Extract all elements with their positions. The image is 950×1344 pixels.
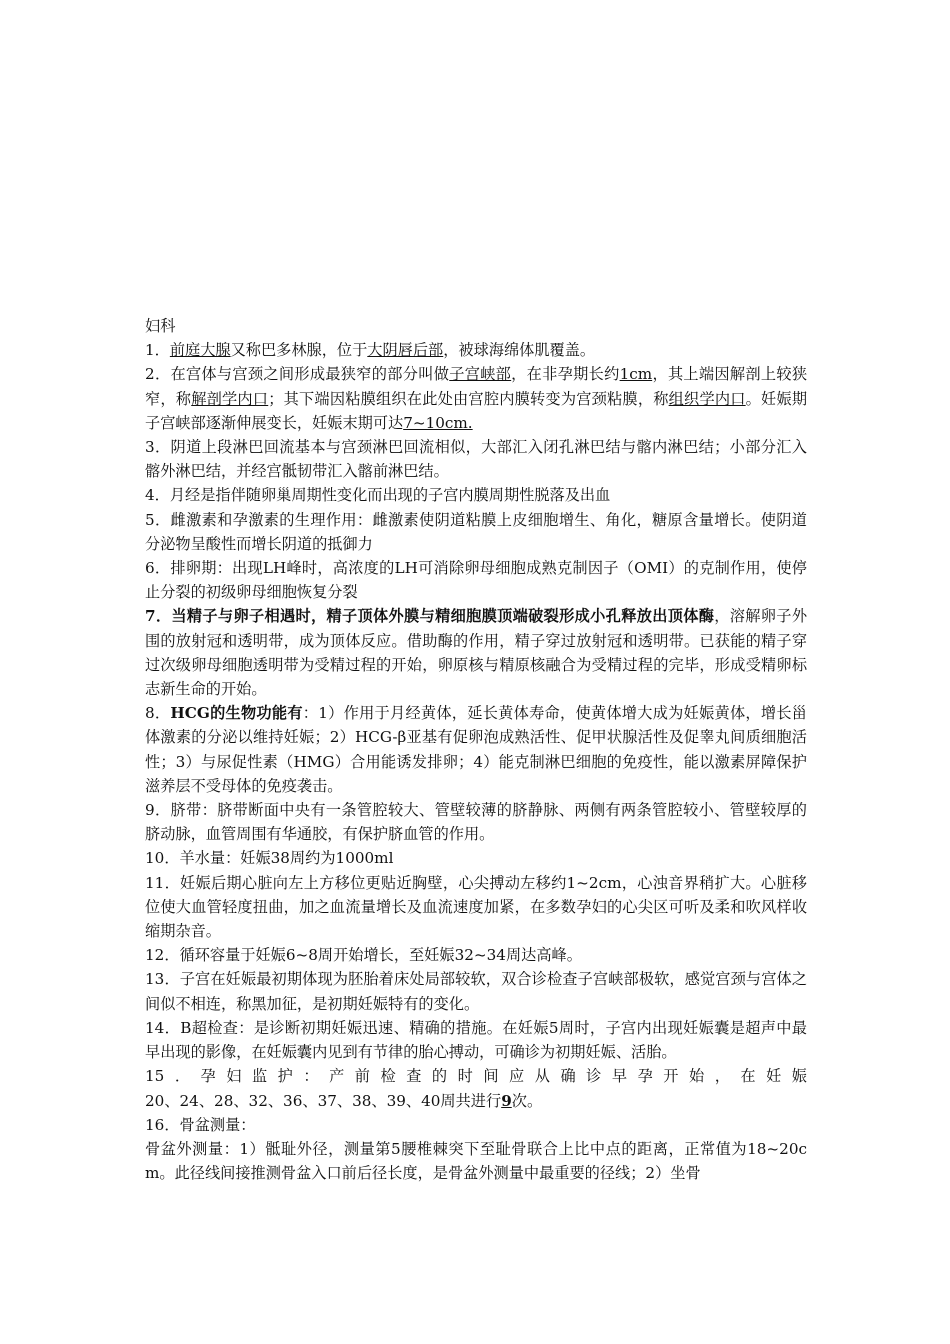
- paragraph-1: [145, 338, 807, 362]
- paragraph-10: 10．羊水量：妊娠38周约为1000ml: [145, 849, 394, 868]
- paragraph-text: 。妊娠期子宫峡部逐渐伸展变长，妊娠末期可达: [145, 389, 808, 432]
- paragraph-12: 12．循环容量于妊娠6~8周开始增长，至妊娠32~34周达高峰。: [145, 946, 582, 965]
- item-number: 1．: [145, 341, 170, 360]
- heading-text: 妇科: [145, 317, 176, 335]
- paragraph-text: ：1）作用于月经黄体，延长黄体寿命，使黄体增大成为妊娠黄体，增长甾体激素的分泌以维持妊娠；2）HCG-β亚基有促卵泡成熟活性、促甲状腺活性及促睾丸间质细胞活性；3）与尿促性素（HMG）合用能诱发排卵；4）能克制淋巴细胞的免疫性，能以激素屏障保护滋养层不受母体的免疫袭击。: [145, 704, 807, 795]
- paragraph-15-line-1: 15．孕妇监护：产前检查的时间应从确诊早孕开始，在妊娠: [145, 1067, 807, 1086]
- paragraph-16: 16．骨盆测量：: [145, 1115, 256, 1134]
- paragraph-15-line-2: [145, 1089, 807, 1113]
- paragraph-text: 20、24、28、32、36、37、38、39、40周共进行: [145, 1091, 502, 1110]
- paragraph-5: 5．雌激素和孕激素的生理作用：雌激素使阴道粘膜上皮细胞增生、角化，糖原含量增长。使阴道分泌物呈酸性而增长阴道的抵御力: [145, 510, 807, 553]
- paragraph-4: 4．月经是指伴随卵巢周期性变化而出现的子宫内膜周期性脱落及出血: [145, 486, 611, 505]
- paragraph-text: ，在非孕期长约: [511, 365, 620, 384]
- paragraph-17: 骨盆外测量：1）骶耻外径，测量第5腰椎棘突下至耻骨联合上比中点的距离，正常值为18~20cm。此径线间接推测骨盆入口前后径长度，是骨盆外测量中最重要的径线；2）坐骨: [145, 1139, 807, 1183]
- underlined-term: 大阴唇后部: [367, 341, 444, 360]
- paragraph-6: 6．排卵期：出现LH峰时，高浓度的LH可消除卵母细胞成熟克制因子（OMI）的克制作用，使停止分裂的初级卵母细胞恢复分裂: [145, 559, 807, 602]
- underlined-term: 1cm: [619, 365, 653, 384]
- paragraph-13: 13．子宫在妊娠最初期体现为胚胎着床处局部较软，双合诊检查子宫峡部极软，感觉宫颈与宫体之间似不相连，称黑加征，是初期妊娠特有的变化。: [145, 970, 807, 1013]
- paragraph-text: ；其下端因粘膜组织在此处由宫腔内膜转变为宫颈粘膜，称: [268, 389, 669, 408]
- paragraph-7: [145, 604, 807, 701]
- item-number: 8．: [145, 704, 171, 723]
- paragraph-text: ，其上端因解剖上较狭窄，称: [145, 365, 808, 408]
- paragraph-2: [145, 362, 807, 435]
- underlined-term: 前庭大腺: [169, 341, 231, 360]
- paragraph-text: ，被球海绵体肌覆盖。: [443, 341, 596, 360]
- bold-text: 7．当精子与卵子相遇时，精子顶体外膜与精细胞膜顶端破裂形成小孔释放出顶体酶: [145, 607, 715, 626]
- paragraph-8: [145, 701, 807, 798]
- paragraph-9: 9．脐带：脐带断面中央有一条管腔较大、管壁较薄的脐静脉、两侧有两条管腔较小、管壁较厚的脐动脉，血管周围有华通胶，有保护脐血管的作用。: [145, 801, 807, 844]
- document-body: [145, 314, 807, 1185]
- visit-count: 9: [501, 1091, 512, 1110]
- underlined-term: 子宫峡部: [449, 365, 512, 384]
- paragraph-11: 11．妊娠后期心脏向左上方移位更贴近胸壁，心尖搏动左移约1~2cm，心浊音界稍扩大。心脏移位使大血管轻度扭曲，加之血流量增长及血流速度加紧，在多数孕妇的心尖区可听及柔和吹风样收缩期杂音。: [145, 873, 807, 941]
- underlined-term: 解剖学内口: [191, 389, 269, 408]
- paragraph-text: ，溶解卵子外围的放射冠和透明带，成为顶体反应。借助酶的作用，精子穿过放射冠和透明带。已获能的精子穿过次级卵母细胞透明带为受精过程的开始，卵原核与精原核融合为受精过程的完毕，形成受精卵标志新生命的开始。: [145, 607, 808, 699]
- paragraph-text: 次。: [511, 1091, 543, 1110]
- underlined-term: 组织学内口: [668, 389, 746, 408]
- document-heading: [145, 314, 807, 338]
- bold-text: HCG的生物功能有: [170, 704, 303, 723]
- underlined-term: 7~10cm.: [403, 413, 473, 432]
- paragraph-text: 在宫体与宫颈之间形成最狭窄的部分叫做: [170, 365, 450, 384]
- paragraph-3: 3．阴道上段淋巴回流基本与宫颈淋巴回流相似，大部汇入闭孔淋巴结与髂内淋巴结；小部分汇入髂外淋巴结，并经宫骶韧带汇入髂前淋巴结。: [145, 438, 807, 481]
- item-number: 2．: [145, 365, 171, 384]
- paragraph-text: 又称巴多林腺，位于: [230, 341, 368, 360]
- paragraph-14: 14．B超检查：是诊断初期妊娠迅速、精确的措施。在妊娠5周时，子宫内出现妊娠囊是超声中最早出现的影像，在妊娠囊内见到有节律的胎心搏动，可确诊为初期妊娠、活胎。: [145, 1018, 807, 1062]
